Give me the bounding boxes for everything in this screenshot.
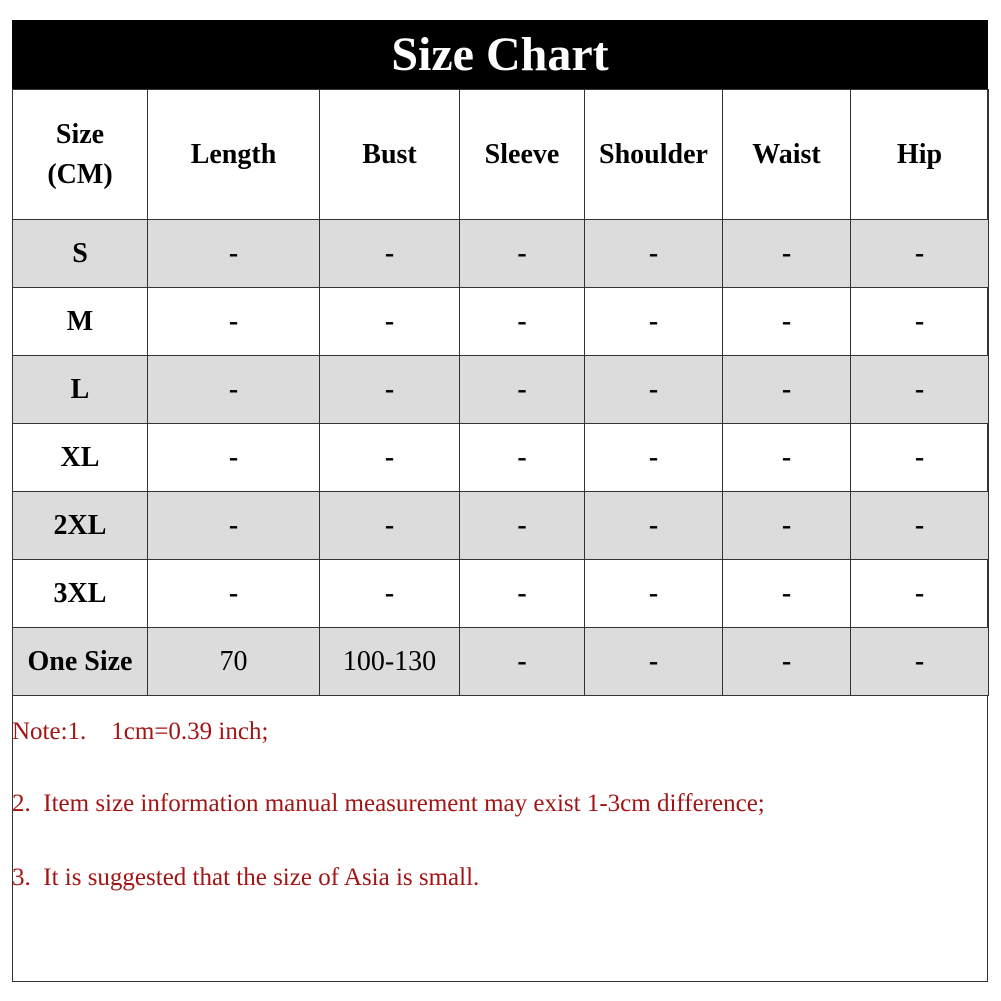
hip-cell: - bbox=[851, 424, 989, 492]
sleeve-cell: - bbox=[460, 424, 585, 492]
size-cell: XL bbox=[13, 424, 148, 492]
shoulder-cell: - bbox=[585, 356, 723, 424]
length-cell: - bbox=[148, 288, 320, 356]
shoulder-cell: - bbox=[585, 560, 723, 628]
hip-cell: - bbox=[851, 628, 989, 696]
length-cell: - bbox=[148, 492, 320, 560]
table-row bbox=[13, 560, 989, 628]
sleeve-cell: - bbox=[460, 560, 585, 628]
size-cell: M bbox=[13, 288, 148, 356]
table-header-row bbox=[13, 90, 989, 220]
note-item: 3. It is suggested that the size of Asia is small. bbox=[12, 864, 480, 891]
size-cell: One Size bbox=[13, 628, 148, 696]
bust-cell: - bbox=[320, 288, 460, 356]
header-waist: Waist bbox=[723, 90, 851, 220]
hip-cell: - bbox=[851, 288, 989, 356]
chart-title: Size Chart bbox=[12, 20, 988, 89]
hip-cell: - bbox=[851, 356, 989, 424]
bust-cell: 100-130 bbox=[320, 628, 460, 696]
size-cell: 2XL bbox=[13, 492, 148, 560]
bust-cell: - bbox=[320, 492, 460, 560]
header-length: Length bbox=[148, 90, 320, 220]
waist-cell: - bbox=[723, 560, 851, 628]
header-shoulder: Shoulder bbox=[585, 90, 723, 220]
table-row bbox=[13, 288, 989, 356]
waist-cell: - bbox=[723, 356, 851, 424]
header-sleeve: Sleeve bbox=[460, 90, 585, 220]
size-table bbox=[12, 89, 989, 696]
hip-cell: - bbox=[851, 492, 989, 560]
hip-cell: - bbox=[851, 560, 989, 628]
table-row bbox=[13, 220, 989, 288]
header-hip: Hip bbox=[851, 90, 989, 220]
length-cell: - bbox=[148, 560, 320, 628]
waist-cell: - bbox=[723, 424, 851, 492]
waist-cell: - bbox=[723, 288, 851, 356]
sleeve-cell: - bbox=[460, 220, 585, 288]
note-item: 2. Item size information manual measurement may exist 1-3cm difference; bbox=[12, 790, 765, 817]
shoulder-cell: - bbox=[585, 424, 723, 492]
sleeve-cell: - bbox=[460, 356, 585, 424]
shoulder-cell: - bbox=[585, 628, 723, 696]
note-item: Note:1. 1cm=0.39 inch; bbox=[12, 718, 269, 745]
header-size-unit: (CM) bbox=[47, 158, 113, 190]
size-cell: S bbox=[13, 220, 148, 288]
waist-cell: - bbox=[723, 628, 851, 696]
bust-cell: - bbox=[320, 424, 460, 492]
sleeve-cell: - bbox=[460, 288, 585, 356]
table-row bbox=[13, 628, 989, 696]
sleeve-cell: - bbox=[460, 628, 585, 696]
length-cell: - bbox=[148, 424, 320, 492]
shoulder-cell: - bbox=[585, 288, 723, 356]
length-cell: 70 bbox=[148, 628, 320, 696]
bust-cell: - bbox=[320, 356, 460, 424]
table-row bbox=[13, 356, 989, 424]
waist-cell: - bbox=[723, 220, 851, 288]
header-bust: Bust bbox=[320, 90, 460, 220]
length-cell: - bbox=[148, 220, 320, 288]
bust-cell: - bbox=[320, 220, 460, 288]
size-cell: 3XL bbox=[13, 560, 148, 628]
length-cell: - bbox=[148, 356, 320, 424]
hip-cell: - bbox=[851, 220, 989, 288]
waist-cell: - bbox=[723, 492, 851, 560]
header-size-cell bbox=[13, 90, 148, 220]
header-size-label: Size bbox=[55, 119, 105, 151]
sleeve-cell: - bbox=[460, 492, 585, 560]
table-row bbox=[13, 424, 989, 492]
shoulder-cell: - bbox=[585, 492, 723, 560]
bust-cell: - bbox=[320, 560, 460, 628]
size-cell: L bbox=[13, 356, 148, 424]
shoulder-cell: - bbox=[585, 220, 723, 288]
table-row bbox=[13, 492, 989, 560]
